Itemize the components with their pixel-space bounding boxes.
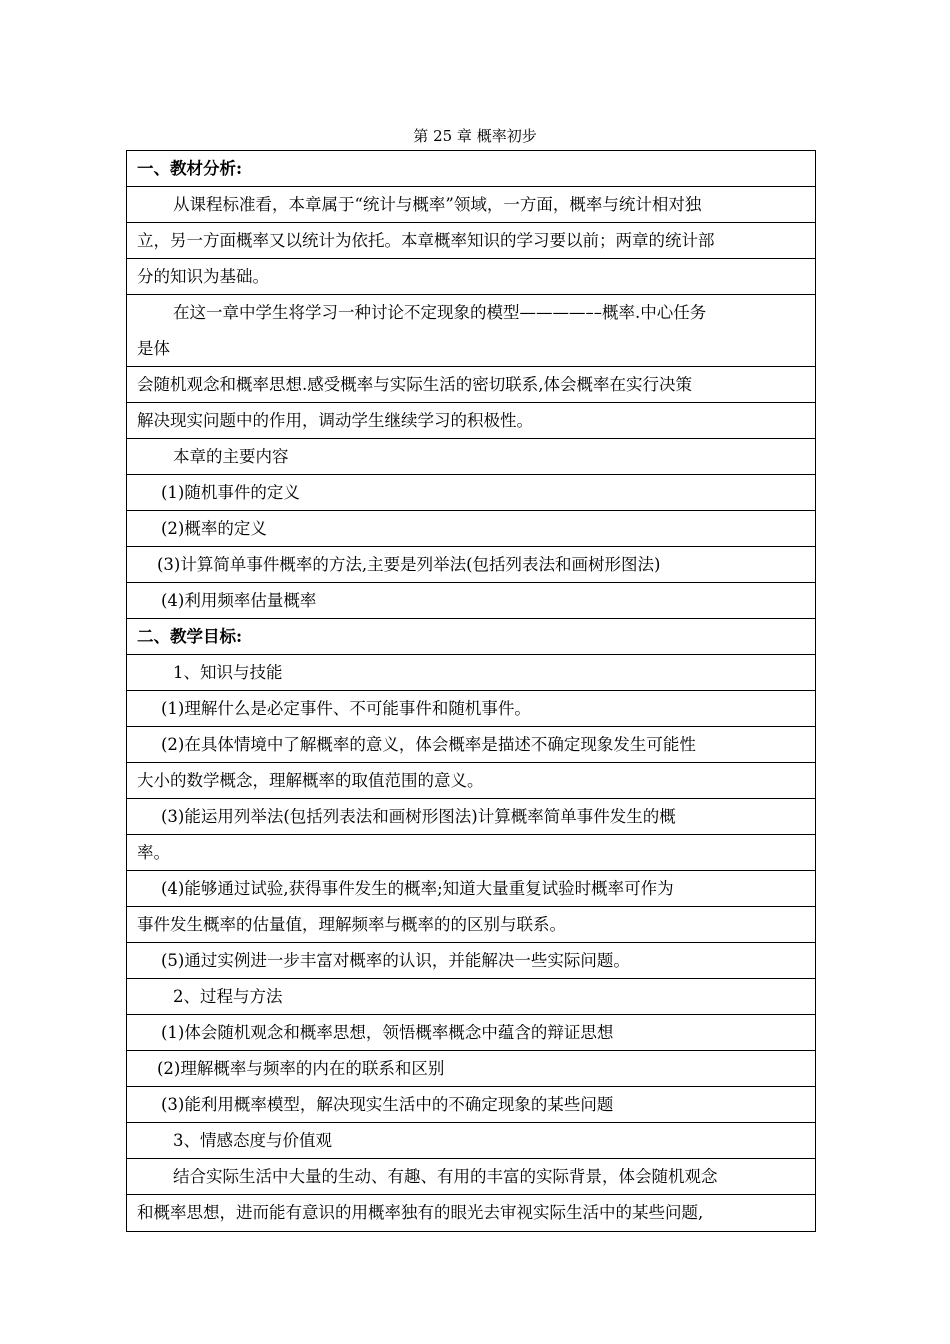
table-row xyxy=(127,187,815,223)
table-row xyxy=(127,835,815,871)
row-text: (1)随机事件的定义 xyxy=(161,483,300,502)
row-text: 和概率思想，进而能有意识的用概率独有的眼光去审视实际生活中的某些问题, xyxy=(137,1203,704,1222)
row-text: 从课程标准看，本章属于“统计与概率”领域，一方面，概率与统计相对独 xyxy=(173,195,702,214)
row-text: 会随机观念和概率思想.感受概率与实际生活的密切联系,体会概率在实行决策 xyxy=(137,375,692,394)
row-text: (4)能够通过试验,获得事件发生的概率;知道大量重复试验时概率可作为 xyxy=(161,879,674,898)
row-text: 解决现实问题中的作用，调动学生继续学习的积极性。 xyxy=(137,411,533,430)
table-row xyxy=(127,367,815,403)
row-text: (5)通过实例进一步丰富对概率的认识，并能解决一些实际问题。 xyxy=(161,951,630,970)
row-text: 率。 xyxy=(137,843,170,862)
table-row xyxy=(127,403,815,439)
table-row xyxy=(127,1051,815,1087)
row-text: 1、知识与技能 xyxy=(173,663,283,682)
row-text: 本章的主要内容 xyxy=(173,447,289,466)
table-row xyxy=(127,763,815,799)
table-row xyxy=(127,691,815,727)
row-text: 分的知识为基础。 xyxy=(137,267,269,286)
table-row xyxy=(127,1195,815,1231)
row-text: (3)能利用概率模型，解决现实生活中的不确定现象的某些问题 xyxy=(161,1095,614,1114)
table-row xyxy=(127,979,815,1015)
table-row xyxy=(127,295,815,367)
row-text: (3)计算简单事件概率的方法,主要是列举法(包括列表法和画树形图法) xyxy=(157,555,661,574)
row-text: (1)体会随机观念和概率思想，领悟概率概念中蕴含的辩证思想 xyxy=(161,1023,614,1042)
row-text: (2)概率的定义 xyxy=(161,519,267,538)
row-text: 大小的数学概念，理解概率的取值范围的意义。 xyxy=(137,771,484,790)
row-text: 3、情感态度与价值观 xyxy=(173,1131,332,1150)
content-table xyxy=(126,150,816,1232)
row-text: (3)能运用列举法(包括列表法和画树形图法)计算概率简单事件发生的概 xyxy=(161,807,676,826)
table-row xyxy=(127,1123,815,1159)
table-row xyxy=(127,727,815,763)
row-text: (4)利用频率估量概率 xyxy=(161,591,317,610)
table-row xyxy=(127,547,815,583)
table-row xyxy=(127,439,815,475)
table-row xyxy=(127,655,815,691)
page-title: 第 25 章 概率初步 xyxy=(413,127,537,145)
row-text: 在这一章中学生将学习一种讨论不定现象的模型————––概率.中心任务 xyxy=(173,303,707,322)
table-row xyxy=(127,943,815,979)
row-text: 结合实际生活中大量的生动、有趣、有用的丰富的实际背景，体会随机观念 xyxy=(173,1167,718,1186)
table-row xyxy=(127,871,815,907)
row-text: 2、过程与方法 xyxy=(173,987,283,1006)
section-heading-row xyxy=(127,619,815,655)
table-row xyxy=(127,475,815,511)
table-row xyxy=(127,511,815,547)
row-text: (1)理解什么是必定事件、不可能事件和随机事件。 xyxy=(161,699,531,718)
row-text: 立，另一方面概率又以统计为依托。本章概率知识的学习要以前；两章的统计部 xyxy=(137,231,715,250)
table-row xyxy=(127,1159,815,1195)
table-row xyxy=(127,1015,815,1051)
table-row xyxy=(127,583,815,619)
table-row xyxy=(127,1087,815,1123)
row-text: (2)在具体情境中了解概率的意义，体会概率是描述不确定现象发生可能性 xyxy=(161,735,696,754)
section-heading-row xyxy=(127,151,815,187)
row-text: (2)理解概率与频率的内在的联系和区别 xyxy=(157,1059,445,1078)
table-row xyxy=(127,259,815,295)
row-text: 事件发生概率的估量值，理解频率与概率的的区别与联系。 xyxy=(137,915,566,934)
row-text-continuation: 是体 xyxy=(137,339,170,358)
table-row xyxy=(127,907,815,943)
table-row xyxy=(127,799,815,835)
row-text: 一、教材分析: xyxy=(137,159,243,178)
table-row xyxy=(127,223,815,259)
row-text: 二、教学目标: xyxy=(137,627,243,646)
